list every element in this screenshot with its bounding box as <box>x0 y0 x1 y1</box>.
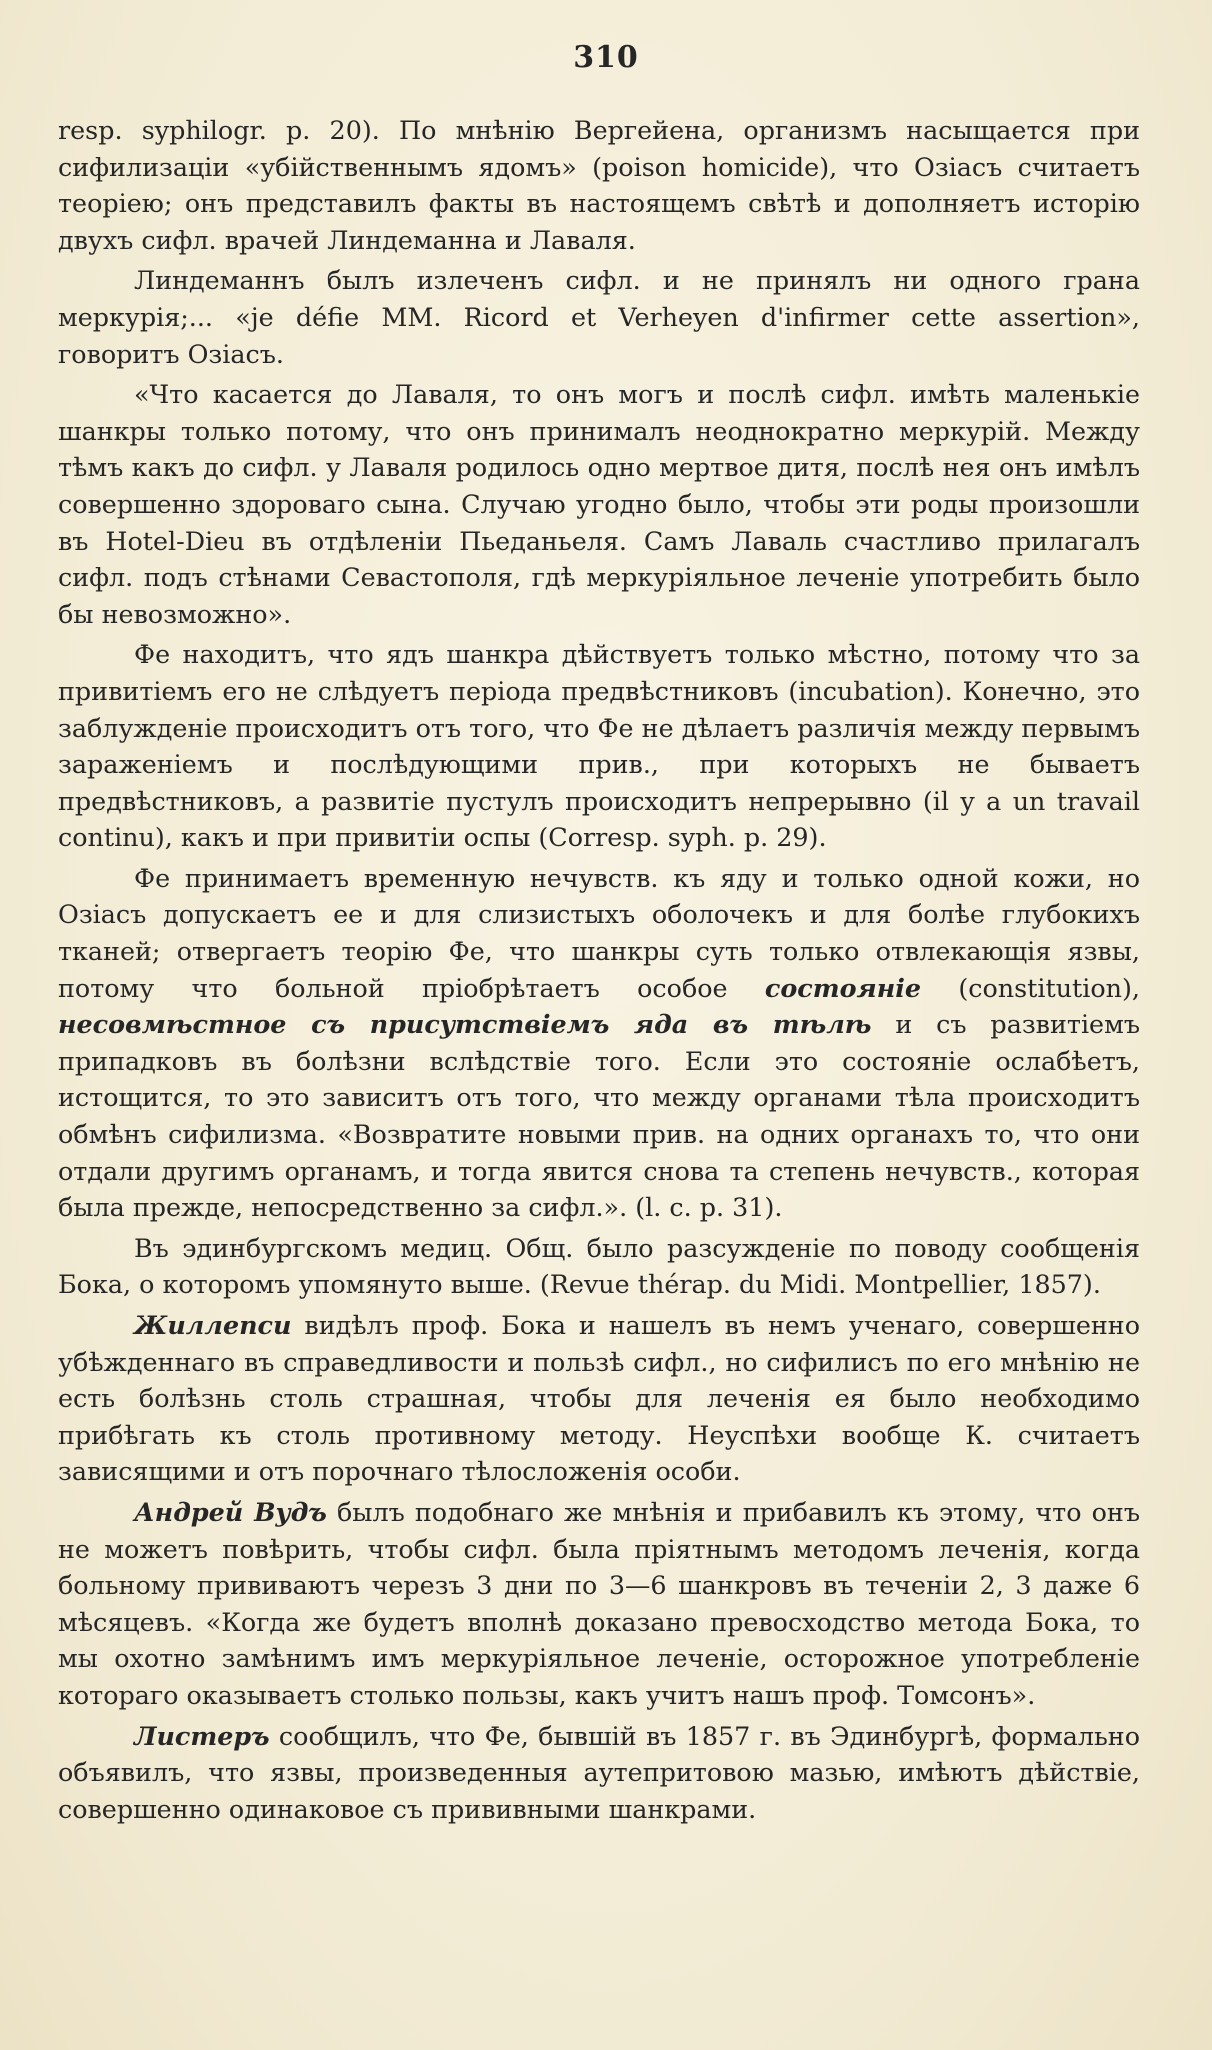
emphasis-name: Жиллепси <box>134 1310 292 1340</box>
text-segment: и съ развитіемъ припадковъ въ болѣзни вслѣдствіе того. Если это состояніе ослабѣетъ, истощится, то это зависитъ отъ того, что между органами тѣла происходитъ обмѣнъ сифилизма. «Возвратите новыми прив. на одних органахъ то, что они отдали другимъ органамъ, и тогда явится снова та степень нечувств., которая была прежде, непосредственно за сифл.». (l. c. p. 31). <box>58 1009 1140 1223</box>
emphasis-name: Андрей Вудъ <box>134 1496 327 1527</box>
paragraph-2 <box>58 262 1140 372</box>
emphasis-text: несовмѣстное съ присутствіемъ яда въ тѣлѣ <box>58 1009 872 1040</box>
paragraph-1 <box>58 112 1140 258</box>
emphasis-text: состояніе <box>764 972 922 1003</box>
paragraph-4 <box>58 636 1140 856</box>
text-segment: Фе находитъ, что ядъ шанкра дѣйствуетъ только мѣстно, потому что за привитіемъ его не слѣдуетъ періода предвѣстниковъ (incubation). Конечно, это заблужденіе происходитъ отъ того, что Фе не дѣлаетъ различія между первымъ зараженіемъ и послѣдующими прив., при которыхъ не бываетъ предвѣстниковъ, а развитіе пустулъ происходитъ непрерывно (il y a un travail continu), какъ и при привитіи оспы (Corresp. syph. p. 29). <box>58 639 1140 853</box>
paragraph-7 <box>58 1307 1140 1490</box>
text-segment: былъ подобнаго же мнѣнія и прибавилъ къ этому, что онъ не можетъ повѣрить, чтобы сифл. была пріятнымъ методомъ леченія, когда больному прививаютъ черезъ 3 дни по 3—6 шанкровъ въ теченіи 2, 3 даже 6 мѣсяцевъ. «Когда же будетъ вполнѣ доказано превосходство метода Бока, то мы охотно замѣнимъ имъ меркуріяльное леченіе, осторожное употребленіе котораго оказываетъ столько пользы, какъ учитъ нашъ проф. Томсонъ». <box>58 1496 1140 1710</box>
paragraph-6 <box>58 1230 1140 1303</box>
body-text <box>58 112 1140 1827</box>
paragraph-9 <box>58 1718 1140 1828</box>
text-segment: «Что касается до Лаваля, то онъ могъ и послѣ сифл. имѣть маленькіе шанкры только потому, что онъ принималъ неоднократно меркурій. Между тѣмъ какъ до сифл. у Лаваля родилось одно мертвое дитя, послѣ нея онъ имѣлъ совершенно здороваго сына. Случаю угодно было, чтобы эти роды произошли въ Hotel-Dieu въ отдѣленіи Пьеданьеля. Самъ Лаваль счастливо прилагалъ сифл. подъ стѣнами Севастополя, гдѣ меркуріяльное леченіе употребить было бы невозможно». <box>58 379 1140 629</box>
paragraph-8 <box>58 1494 1140 1714</box>
text-segment: видѣлъ проф. Бока и нашелъ въ немъ ученаго, совершенно убѣжденнаго въ справедливости и пользѣ сифл., но сифилисъ по его мнѣнію не есть болѣзнь столь страшная, чтобы для леченія ея было необходимо прибѣгать къ столь противному методу. Неуспѣхи вообще К. считаетъ зависящими и отъ порочнаго тѣлосложенія особи. <box>58 1310 1140 1487</box>
page-number: 310 <box>573 40 639 75</box>
text-segment: Линдеманнъ былъ излеченъ сифл. и не принялъ ни одного грана меркурія;... «je défie MM. Ricord et Verheyen d'infirmer cette assertion», говоритъ Озіасъ. <box>58 265 1140 369</box>
text-segment: Фе принимаетъ временную нечувств. къ яду и только одной кожи, но Озіасъ допускаетъ ее и для слизистыхъ оболочекъ и для болѣе глубокихъ тканей; отвергаетъ теорію Фе, что шанкры суть только отвлекающія язвы, потому что больной пріобрѣтаетъ особое <box>58 862 1140 1003</box>
text-segment: resp. syphilogr. p. 20). По мнѣнію Вергейена, организмъ насыщается при сифилизаціи «убійственнымъ ядомъ» (poison homicide), что Озіасъ считаетъ теоріею; онъ представилъ факты въ настоящемъ свѣтѣ и дополняетъ исторію двухъ сифл. врачей Линдеманна и Лаваля. <box>58 115 1140 255</box>
text-segment: сообщилъ, что Фе, бывшій въ 1857 г. въ Эдинбургѣ, формально объявилъ, что язвы, произведенныя аутепритовою мазью, имѣютъ дѣйствіе, совершенно одинаковое съ прививными шанкрами. <box>58 1720 1140 1824</box>
paragraph-3 <box>58 376 1140 632</box>
paragraph-5 <box>58 860 1140 1226</box>
text-segment: Въ эдинбургскомъ медиц. Общ. было разсужденіе по поводу сообщенія Бока, о которомъ упомянуто выше. (Revue thérap. du Midi. Montpellier, 1857). <box>58 1232 1140 1300</box>
emphasis-name: Листеръ <box>134 1720 270 1751</box>
text-segment: (constitution), <box>921 972 1141 1003</box>
